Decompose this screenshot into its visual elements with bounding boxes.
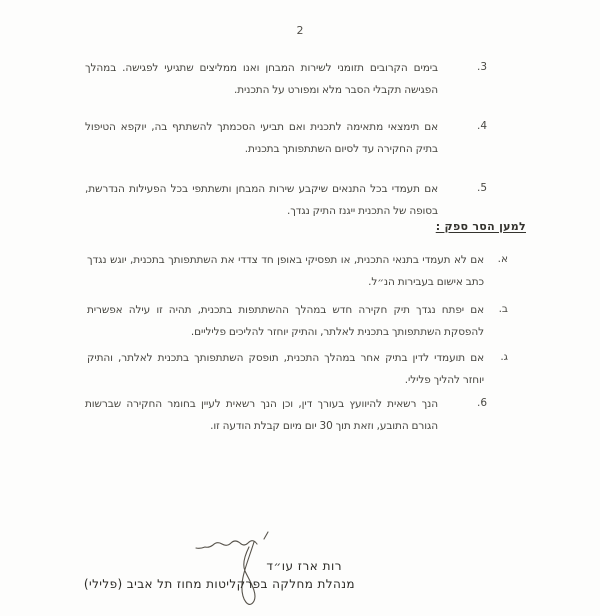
item-text: אם תועמדי לדין בתיק אחר במהלך התכנית, תופסק השתתפותך בתכנית לאלתר, והתיק יוחזר להליך פלילי. [87, 352, 484, 386]
item-number: 3. [476, 61, 487, 73]
item-text: בימים הקרובים תזומני לשירות המבחן ואנו ממליצים שתגיעי לפגישה. במהלך הפגישה תקבלי הסבר מלא ומפורט על התכנית. [85, 62, 438, 96]
item-text: אם תעמדי בכל התנאים שיקבע שירות המבחן ותשתתפי בכל הפעילות הנדרשת, בסופה של התכנית ייגנז התיק נגדך. [85, 183, 438, 217]
signature-name: רות ארז עו״ד [266, 559, 342, 573]
item-number: 6. [476, 397, 487, 409]
item-number: 4. [476, 120, 487, 132]
page-number: 2 [296, 24, 304, 37]
signature-title: מנהלת מחלקה בפרקליטות מחוז תל אביב (פלילי) [83, 577, 355, 591]
handwritten-signature [178, 530, 288, 616]
item-letter: ג. [500, 351, 508, 363]
item-letter: א. [497, 253, 508, 265]
item-text: אם תימצאי מתאימה לתכנית ואם תביעי הסכמתך להשתתף בה, יוקפא הטיפול בתיק החקירה עד לסיום השתתפותך בתכנית. [85, 121, 438, 155]
item-letter: ב. [498, 303, 508, 315]
item-text: הנך רשאית להיוועץ בעורך דין, וכן הנך רשאית לעיין בחומר החקירה שברשות הגורם התובע, וזאת תוך 30 יום מיום קבלת הודעה זו. [85, 398, 438, 432]
item-text: אם יפתח נגדך תיק חקירה חדש במהלך ההשתתפות בתכנית, תהיה זו עילה אפשרית להפסקת השתתפותך בתכנית לאלתר, והתיק יוחזר להליכים פליליים. [87, 304, 484, 338]
section-heading: למען הסר ספק : [435, 220, 526, 233]
item-text: אם לא תעמדי בתנאי התכנית, או תפסיקי באופן חד צדדי את השתתפותך בתכנית, יוגש נגדך כתב אישום בעבירות הנ״ל. [87, 254, 484, 288]
item-number: 5. [476, 182, 487, 194]
